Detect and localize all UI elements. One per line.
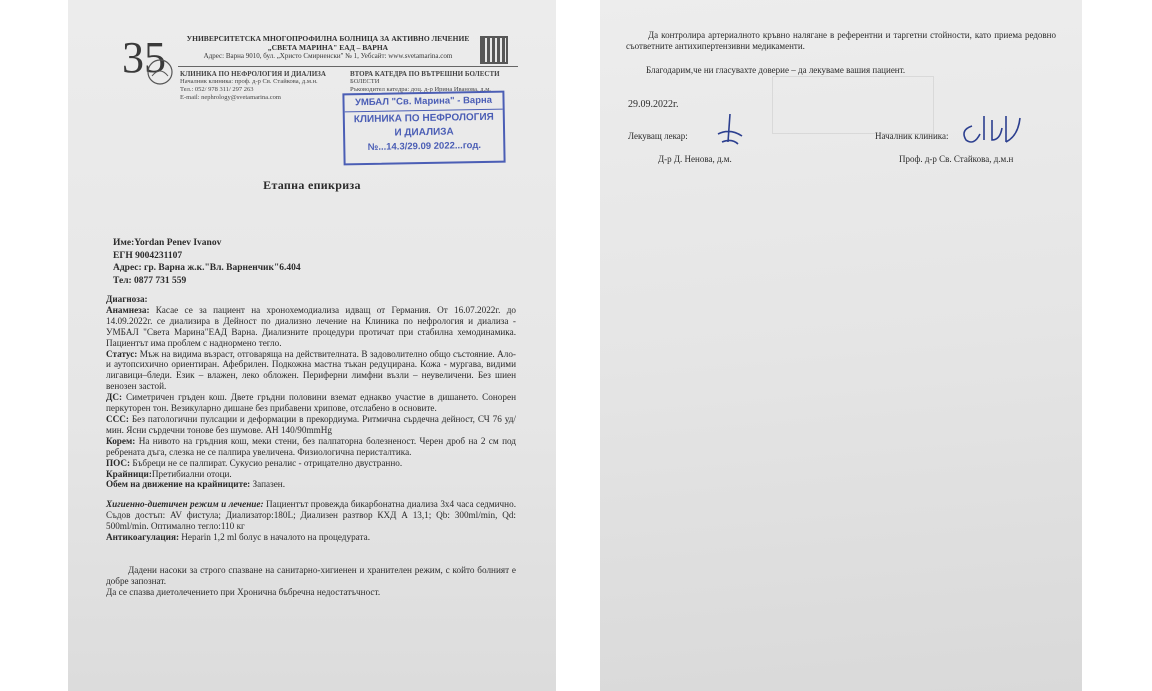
document-page-2 [600, 0, 1082, 691]
abdomen-text: На нивото на гръдния кош, меки стени, без палпаторна болезненост. Черен дроб на 2 см под ребрената дъга, слезка не се палпира увеличена. Физиологична перисталтика. [106, 435, 516, 457]
patient-address: Адрес: гр. Варна ж.к."Вл. Варненчик"6.404 [113, 263, 301, 273]
patient-name: Име:Yordan Penev Ivanov [113, 238, 222, 248]
hospital-address: Адрес: Варна 9010, бул. „Христо Смирненски" № 1, Уебсайт: www.svetamarina.com [203, 52, 453, 60]
clinic-head-name: Проф. д-р Св. Стайкова, д.м.н [899, 154, 1014, 164]
ccc-text: Без патологични пулсации и деформации в прекордиума. Ритмична сърдечна дейност, СЧ 76 уд/мин. Ясни сърдечни тонове без шумове. АН 140/90mmHg [106, 413, 516, 435]
abdomen-label: Корем: [106, 435, 136, 446]
document-title: Етапна епикриза [263, 178, 361, 192]
patient-details [113, 237, 301, 287]
svg-text:35: 35 [122, 33, 166, 82]
pos-text: Бъбреци не се палпират. Сукусио реналис - отрицателно двустранно. [130, 457, 403, 468]
clinic-head-label: Началник клиника: [875, 131, 949, 141]
hospital-header [178, 34, 478, 61]
anamnesis-label: Анамнеза: [106, 304, 150, 315]
stamp-line-1: УМБАЛ "Св. Марина" - Варна [344, 93, 502, 113]
hospital-35-logo [120, 28, 176, 98]
clinic-email: E-mail: nephrology@svetamarina.com [180, 94, 281, 101]
bp-control-paragraph: Да контролира артериалното кръвно налягане в референтни и таргетни стойности, като приема редовно съответните антихипертензивни медикаменти. [626, 30, 1056, 51]
clinic-head: Началник клиника: проф. д-р Св. Стайкова, д.м.н. [180, 78, 318, 85]
patient-phone: Тел: 0877 731 559 [113, 275, 187, 286]
department-sub: БОЛЕСТИ [350, 78, 380, 85]
limbs-text: Претибиални отоци. [151, 468, 232, 479]
ds-text: Симетричен гръден кош. Двете гръдни половини вземат еднакво участие в дишането. Сонорен перкуторен тон. Везикуларно дишане без прибавени хрипове, отслабено в основите. [106, 392, 516, 414]
advice-paragraph-1: Дадени насоки за строго спазване на санитарно-хигиенен и хранителен режим, с който болният е добре запознат. [106, 564, 516, 586]
diagnosis-label: Диагноза: [106, 294, 148, 304]
ccc-label: ССС: [106, 413, 129, 424]
clinic-head-signature [956, 106, 1036, 152]
anticoagulation-text: Heparin 1,2 ml болус в началото на процедурата. [179, 532, 371, 543]
regime-label: Хигиенно-диетичен режим и лечение: [106, 499, 264, 510]
pos-label: ПОС: [106, 457, 131, 468]
anticoagulation-label: Антикоагулация: [106, 532, 179, 543]
status-text: Мъж на видима възраст, отговаряща на действителната. В задоволително общо състояние. Ало- и аутопсихично ориентиран. Афебрилен. Подкожна мастна тъкан редуцирана. Кожа - мургава, видими лигавици–бледи. Език – влажен, леко обложен. Периферни лимфни възли – неувеличени. Без шиен венозен застой. [106, 348, 516, 392]
stamp-line-4: №...14.3/29.09 2022...год. [367, 140, 482, 153]
registration-stamp [342, 91, 505, 166]
stamp-line-3: И ДИАЛИЗА [394, 126, 454, 139]
anamnesis-text: Касае се за пациент на хронохемодиализа идващ от Германия. От 16.07.2022г. до 14.09.2022г. се диализира в Дейност по диализно лечение на Клиника по нефрология и диализа - УМБАЛ "Света Марина"ЕАД Варна. Диализните процедури протичат при стабилна хемодинамика. Пациентът има проблем с наднормено тегло. [106, 304, 516, 348]
range-of-motion-label: Обем на движение на крайниците: [106, 479, 251, 490]
hospital-name-line2: „СВЕТА МАРИНА" ЕАД – ВАРНА [267, 43, 389, 52]
department-head: Ръководител катедра: доц. д-р Ирина Иванова, д.м. [350, 86, 491, 93]
qr-code-icon [480, 36, 508, 64]
stamp-line-2: КЛИНИКА ПО НЕФРОЛОГИЯ [353, 111, 494, 126]
thanks-text: Благодарим,че ни гласувахте доверие – да лекуваме вашия пациент. [646, 65, 906, 75]
range-of-motion-text: Запазен. [250, 479, 285, 490]
status-label: Статус: [106, 348, 138, 359]
limbs-label: Крайници: [106, 468, 152, 479]
document-page-1 [68, 0, 556, 691]
advice-paragraph-2: Да се спазва диетолечението при Хронична бъбречна недостатъчност. [106, 586, 381, 597]
doctor-signature [712, 112, 748, 148]
clinic-info-left [180, 70, 340, 102]
regime-text: Пациентът провежда бикарбонатна диализа 3x4 часа седмично. Съдов достъп: AV фистула; Диализатор:180L; Диализен разтвор КХД А 13,1; Qb: 300ml/min, Qd: 500ml/min. Оптимално тегло:110 кг [106, 499, 516, 532]
ds-label: ДС: [106, 392, 123, 403]
bp-control-text [626, 30, 1056, 52]
hospital-name-line1: УНИВЕРСИТЕТСКА МНОГОПРОФИЛНА БОЛНИЦА ЗА АКТИВНО ЛЕЧЕНИЕ [186, 34, 470, 43]
clinic-phone: Тел.: 052/ 978 311/ 297 263 [180, 86, 254, 93]
patient-egn: ЕГН 9004231107 [113, 250, 183, 261]
clinic-title: КЛИНИКА ПО НЕФРОЛОГИЯ И ДИАЛИЗА [180, 70, 326, 78]
attending-doctor-label: Лекуващ лекар: [628, 131, 688, 141]
attending-doctor-name: Д-р Д. Ненова, д.м. [658, 154, 732, 164]
faded-stamp-imprint [772, 76, 934, 134]
department-title: ВТОРА КАТЕДРА ПО ВЪТРЕШНИ БОЛЕСТИ [350, 70, 500, 78]
header-divider [178, 66, 518, 67]
document-date: 29.09.2022г. [628, 99, 679, 110]
epicrisis-body [106, 294, 516, 598]
